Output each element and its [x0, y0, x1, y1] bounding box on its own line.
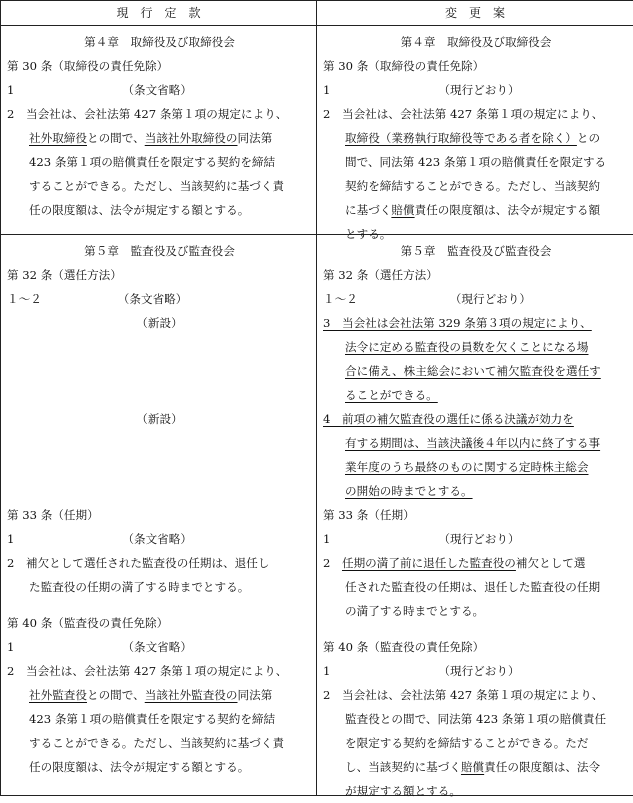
paragraph-2-line: 2 任期の満了前に退任した監査役の補欠として選: [323, 551, 629, 575]
article-heading: 第 30 条（取締役の責任免除）: [7, 54, 312, 78]
section-row-chapter5: [1, 235, 633, 796]
paragraph-2-line: 423 条第１項の賠償責任を限定する契約を締結: [7, 150, 312, 174]
chapter-heading: 第４章 取締役及び取締役会: [7, 30, 312, 54]
paragraph-1: 1 （現行どおり）: [323, 78, 629, 102]
article-heading: 第 32 条（選任方法）: [323, 263, 629, 287]
paragraph-1: 1 （現行どおり）: [323, 659, 629, 683]
paragraph-2-line: 監査役との間で、同法第 423 条第１項の賠償責任: [323, 707, 629, 731]
header-row: [1, 1, 633, 26]
paragraph-2-line: 2 当会社は、会社法第 427 条第１項の規定により、: [323, 102, 629, 126]
proposed-cell-chapter4: [317, 26, 633, 235]
paragraph-2-line: 契約を締結することができる。ただし、当該契約: [323, 174, 629, 198]
paragraph-2-line: 任の限度額は、法令が規定する額とする。: [7, 198, 312, 222]
article-heading: 第 32 条（選任方法）: [7, 263, 312, 287]
article-heading: 第 33 条（任期）: [7, 503, 312, 527]
paragraph-1: 1 （条文省略）: [7, 527, 312, 551]
paragraph-1: 1 （現行どおり）: [323, 527, 629, 551]
paragraph-2-line: し、当該契約に基づく賠償責任の限度額は、法令: [323, 755, 629, 779]
paragraph-2-line: 任された監査役の任期は、退任した監査役の任期: [323, 575, 629, 599]
paragraph-2-line: 任の限度額は、法令が規定する額とする。: [7, 755, 312, 779]
article-heading: 第 40 条（監査役の責任免除）: [323, 635, 629, 659]
paragraph-2-line: することができる。ただし、当該契約に基づく責: [7, 174, 312, 198]
paragraph-2-line: に基づく賠償責任の限度額は、法令が規定する額: [323, 198, 629, 222]
paragraph-2-line: 間で、同法第 423 条第１項の賠償責任を限定する: [323, 150, 629, 174]
current-cell-chapter5: [1, 235, 317, 796]
paragraph-2-line: 取締役（業務執行取締役等である者を除く）との: [323, 126, 629, 150]
paragraph-2-line: 2 当会社は、会社法第 427 条第１項の規定により、: [323, 683, 629, 707]
paragraph-2-line: 社外取締役との間で、当該社外取締役の同法第: [7, 126, 312, 150]
paragraph-1-2: １～２ （現行どおり）: [323, 287, 629, 311]
chapter-heading: 第５章 監査役及び監査役会: [7, 239, 312, 263]
chapter-heading: 第５章 監査役及び監査役会: [323, 239, 629, 263]
article-heading: 第 33 条（任期）: [323, 503, 629, 527]
paragraph-2-line: 2 当会社は、会社法第 427 条第１項の規定により、: [7, 102, 312, 126]
paragraph-1-2: １～２ （条文省略）: [7, 287, 312, 311]
header-proposed: 変 更 案: [317, 1, 633, 26]
paragraph-2-line: 社外監査役との間で、当該社外監査役の同法第: [7, 683, 312, 707]
paragraph-2-line: 423 条第１項の賠償責任を限定する契約を締結: [7, 707, 312, 731]
paragraph-2-line: 2 当会社は、会社法第 427 条第１項の規定により、: [7, 659, 312, 683]
paragraph-2-line: が規定する額とする。: [323, 779, 629, 803]
section-row-chapter4: [1, 26, 633, 235]
paragraph-2-line: することができる。ただし、当該契約に基づく責: [7, 731, 312, 755]
header-current: 現 行 定 款: [1, 1, 317, 26]
chapter-heading: 第４章 取締役及び取締役会: [323, 30, 629, 54]
paragraph-4-line: 業年度のうち最終のものに関する定時株主総会: [323, 455, 629, 479]
paragraph-3-line: 法令に定める監査役の員数を欠くことになる場: [323, 335, 629, 359]
paragraph-1: 1 （条文省略）: [7, 78, 312, 102]
paragraph-2-line: とする。: [323, 222, 629, 246]
article-heading: 第 30 条（取締役の責任免除）: [323, 54, 629, 78]
paragraph-4-line: 4 前項の補欠監査役の選任に係る決議が効力を: [323, 407, 629, 431]
paragraph-3-line: ることができる。: [323, 383, 629, 407]
paragraph-3-line: 合に備え、株主総会において補欠監査役を選任す: [323, 359, 629, 383]
paragraph-2-line: 2 補欠として選任された監査役の任期は、退任し: [7, 551, 312, 575]
paragraph-4-line: 有する期間は、当該決議後４年以内に終了する事: [323, 431, 629, 455]
article-heading: 第 40 条（監査役の責任免除）: [7, 611, 312, 635]
new-provision-note: （新設）: [7, 311, 312, 335]
current-cell-chapter4: [1, 26, 317, 235]
proposed-cell-chapter5: [317, 235, 633, 796]
paragraph-1: 1 （条文省略）: [7, 635, 312, 659]
paragraph-3-line: 3 当会社は会社法第 329 条第３項の規定により、: [323, 311, 629, 335]
new-provision-note: （新設）: [7, 407, 312, 431]
paragraph-2-line: の満了する時までとする。: [323, 599, 629, 623]
paragraph-2-line: を限定する契約を締結することができる。ただ: [323, 731, 629, 755]
paragraph-4-line: の開始の時までとする。: [323, 479, 629, 503]
paragraph-2-line: た監査役の任期の満了する時までとする。: [7, 575, 312, 599]
